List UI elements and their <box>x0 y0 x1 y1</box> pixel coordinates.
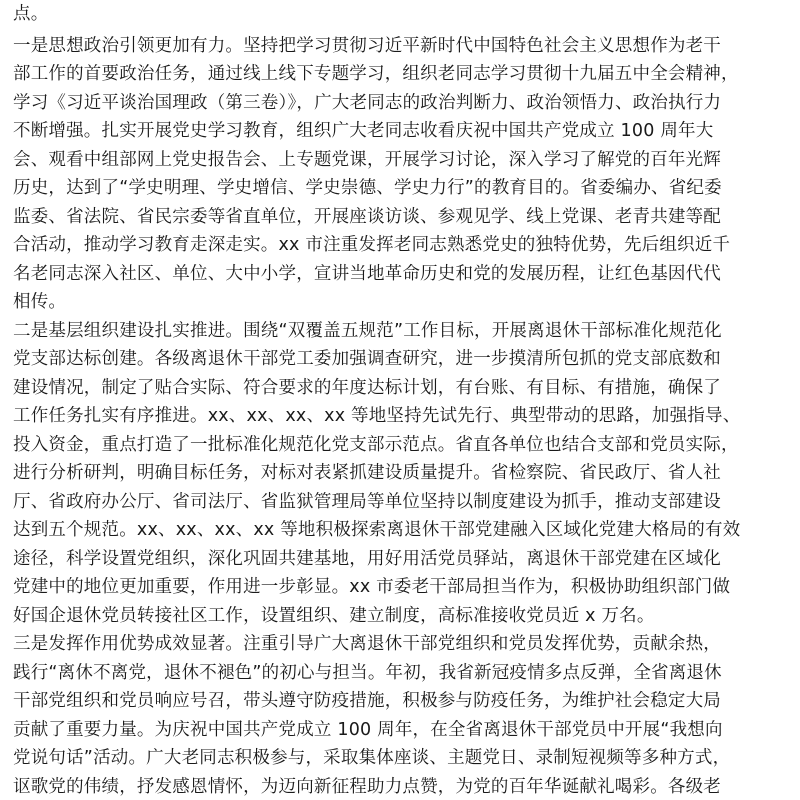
text-line: 投入资金，重点打造了一批标准化规范化党支部示范点。省直各单位也结合支部和党员实际， <box>13 435 739 455</box>
text-line: 学习《习近平谈治国理政（第三卷）》，广大老同志的政治判断力、政治领悟力、政治执行力 <box>13 93 722 113</box>
text-line: 工作任务扎实有序推进。xx、xx、xx、xx 等地坚持先试先行、典型带动的思路，加强指导、 <box>13 406 741 426</box>
text-line: 好国企退休党员转接社区工作，设置组织、建立制度，高标准接收党员近 x 万名。 <box>13 606 655 626</box>
text-line: 讴歌党的伟绩，抒发感恩情怀，为迈向新征程助力点赞，为党的百年华诞献礼喝彩。各级老 <box>13 777 721 797</box>
text-line: 历史，达到了“学史明理、学史增信、学史崇德、学史力行”的教育目的。省委编办、省纪委 <box>13 178 722 198</box>
text-line: 相传。 <box>13 292 67 312</box>
text-line: 监委、省法院、省民宗委等省直单位，开展座谈访谈、参观见学、线上党课、老青共建等配 <box>13 207 721 227</box>
text-line: 干部党组织和党员响应号召，带头遵守防疫措施，积极参与防疫任务，为维护社会稳定大局 <box>13 691 721 711</box>
text-line: 建设情况，制定了贴合实际、符合要求的年度达标计划，有台账、有目标、有措施，确保了 <box>13 378 721 398</box>
text-line: 进行分析研判，明确目标任务，对标对表紧抓建设质量提升。省检察院、省民政厅、省人社 <box>13 463 721 483</box>
text-line: 党建中的地位更加重要，作用进一步彰显。xx 市委老干部局担当作为，积极协助组织部门做 <box>13 577 731 597</box>
text-line: 贡献了重要力量。为庆祝中国共产党成立 100 周年，在全省离退休干部党员中开展“我想向 <box>13 720 723 740</box>
text-line: 部工作的首要政治任务，通过线上线下专题学习，组织老同志学习贯彻十九届五中全会精神， <box>13 64 739 84</box>
text-line: 点。 <box>13 4 49 24</box>
text-line: 厅、省政府办公厅、省司法厅、省监狱管理局等单位坚持以制度建设为抓手，推动支部建设 <box>13 492 721 512</box>
text-line: 践行“离休不离党，退休不褪色”的初心与担当。年初，我省新冠疫情多点反弹，全省离退休 <box>13 663 722 683</box>
text-line: 途径，科学设置党组织，深化巩固共建基地，用好用活党员驿站，离退休干部党建在区域化 <box>13 549 721 569</box>
text-line: 会、观看中组部网上党史报告会、上专题党课，开展学习讨论，深入学习了解党的百年光辉 <box>13 150 721 170</box>
text-line: 党说句话”活动。广大老同志积极参与，采取集体座谈、主题党日、录制短视频等多种方式， <box>13 748 731 768</box>
text-line: 二是基层组织建设扎实推进。围绕“双覆盖五规范”工作目标，开展离退休干部标准化规范化 <box>13 321 722 341</box>
text-line: 达到五个规范。xx、xx、xx、xx 等地积极探索离退休干部党建融入区域化党建大格局的有效 <box>13 520 741 540</box>
text-line: 不断增强。扎实开展党史学习教育，组织广大老同志收看庆祝中国共产党成立 100 周年大 <box>13 121 714 141</box>
text-line: 党支部达标创建。各级离退休干部党工委加强调查研究，进一步摸清所包抓的党支部底数和 <box>13 349 721 369</box>
text-line: 三是发挥作用优势成效显著。注重引导广大离退休干部党组织和党员发挥优势，贡献余热， <box>13 634 721 654</box>
text-line: 名老同志深入社区、单位、大中小学，宣讲当地革命历史和党的发展历程，让红色基因代代 <box>13 264 721 284</box>
text-line: 合活动，推动学习教育走深走实。xx 市注重发挥老同志熟悉党史的独特优势，先后组织近千 <box>13 235 731 255</box>
text-line: 一是思想政治引领更加有力。坚持把学习贯彻习近平新时代中国特色社会主义思想作为老干 <box>13 36 721 56</box>
